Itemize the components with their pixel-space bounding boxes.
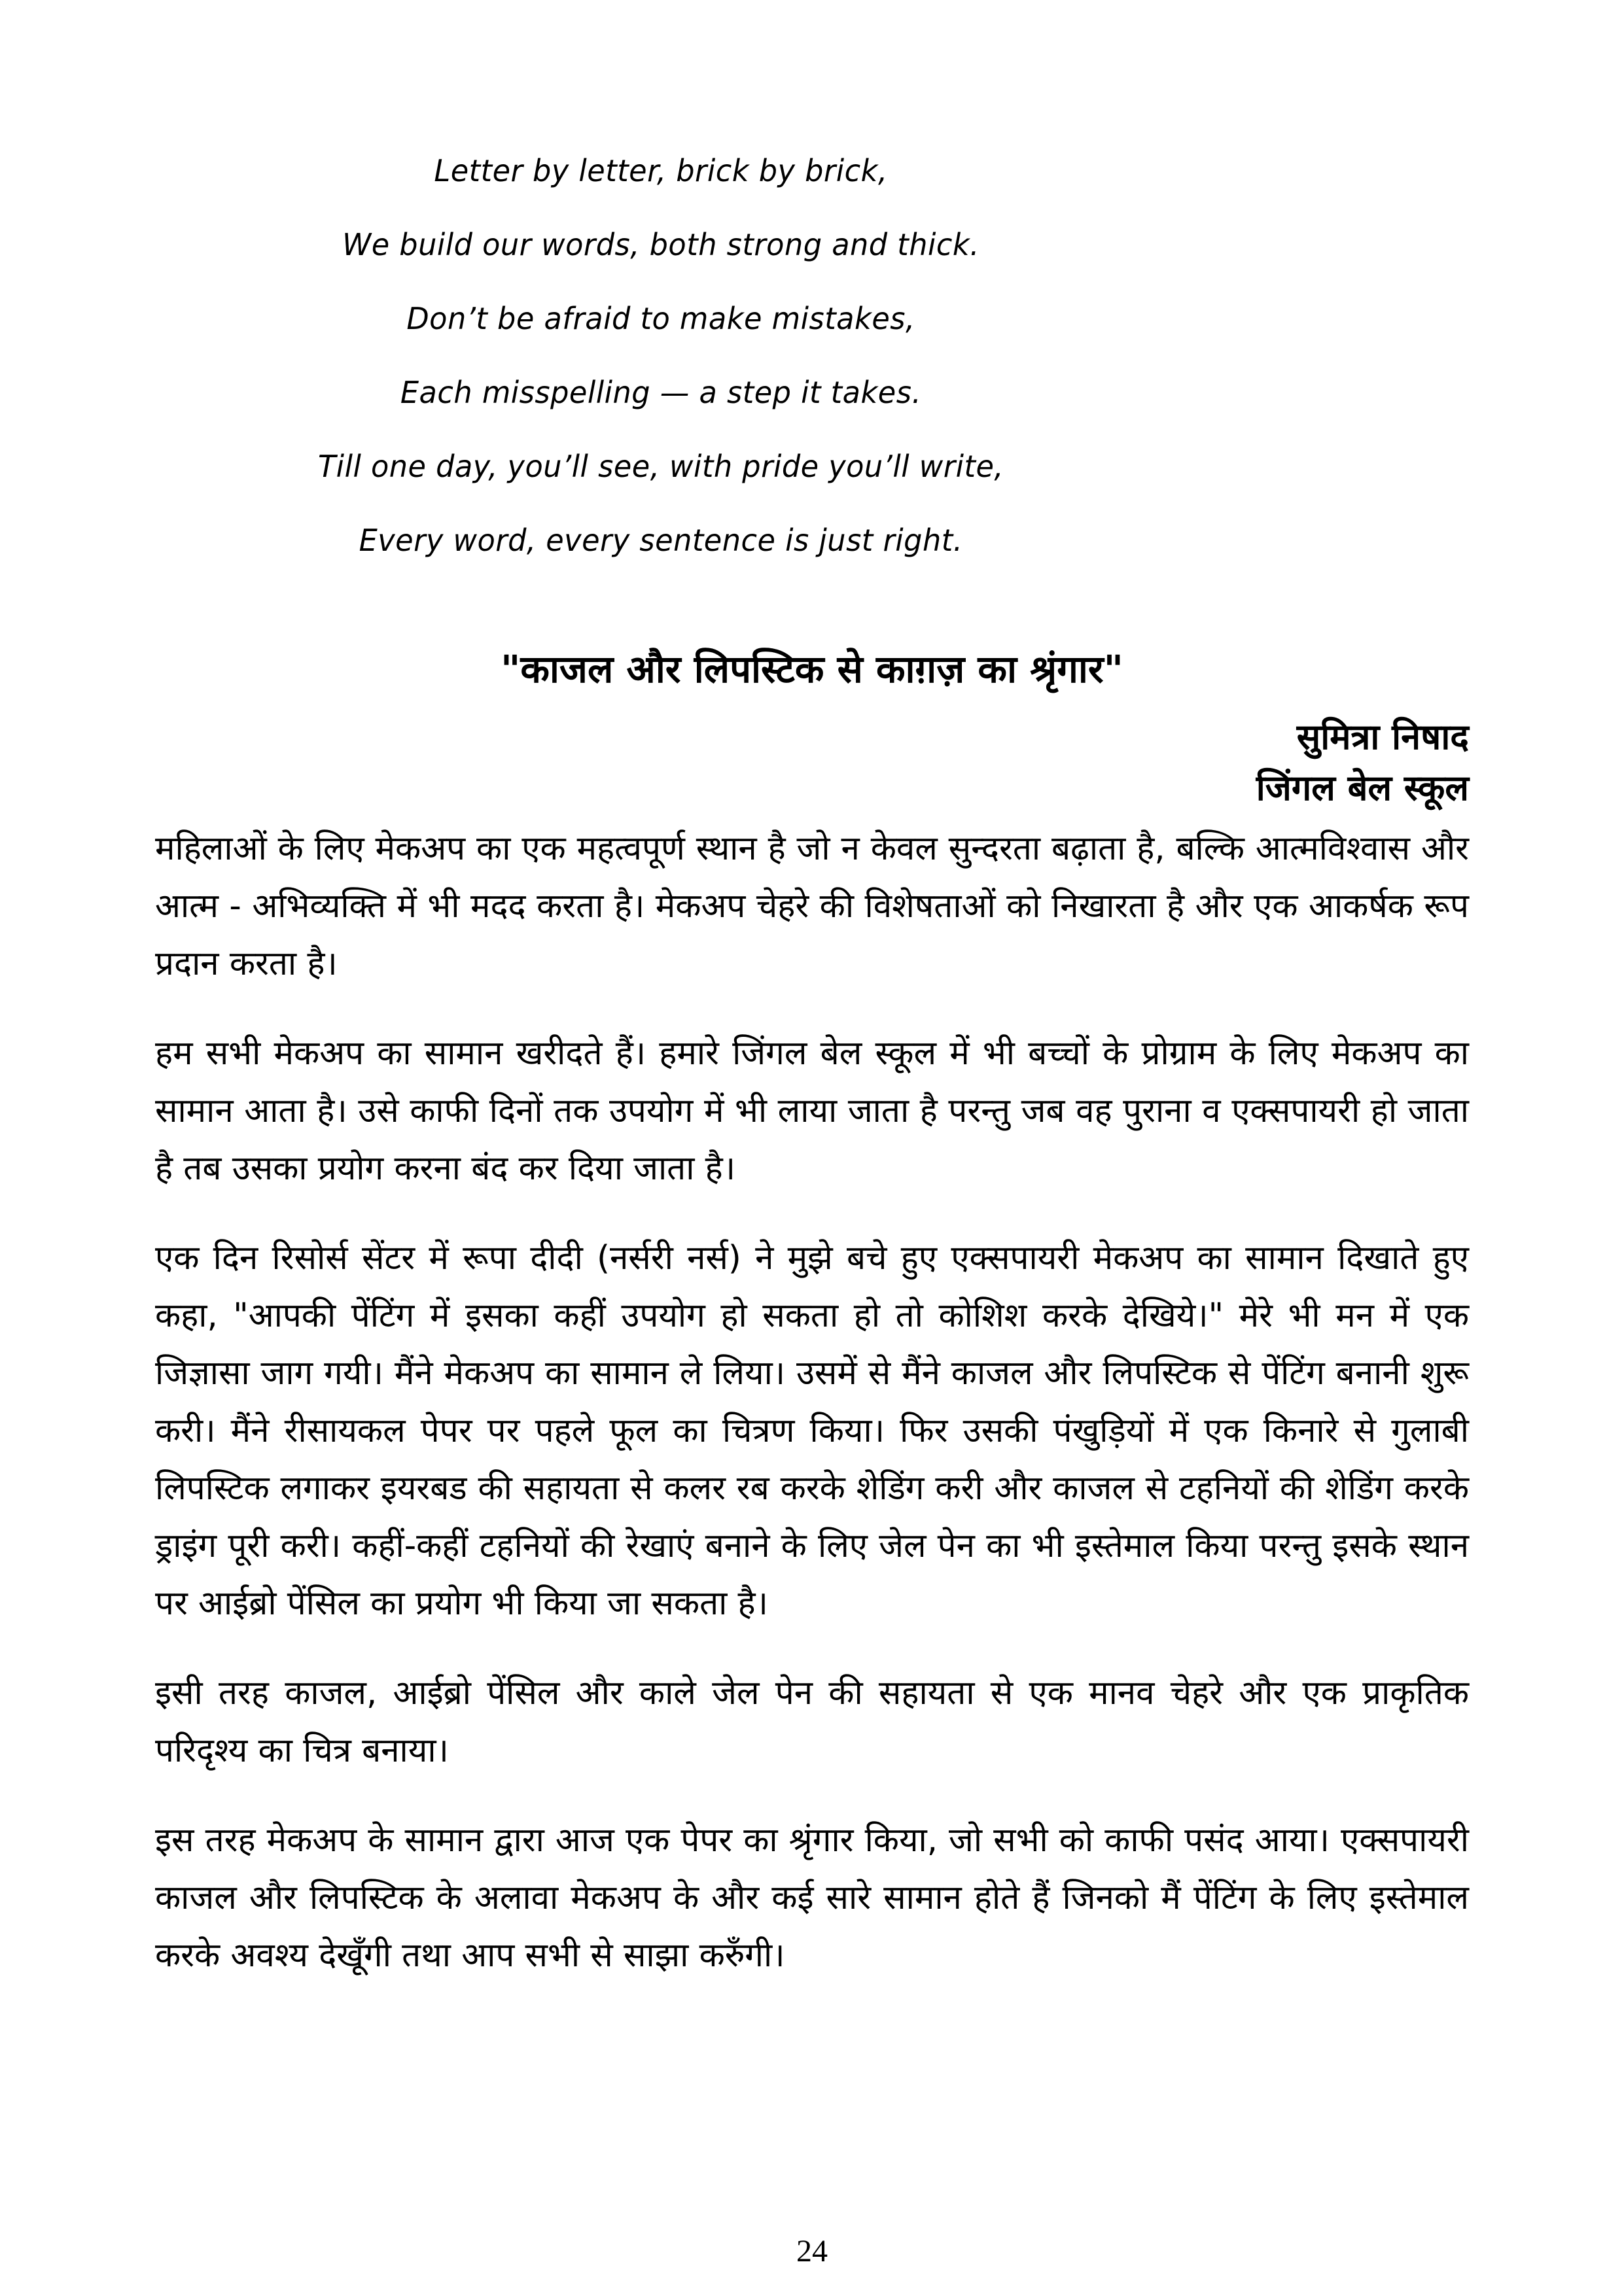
poem-line-6: Every word, every sentence is just right. [359, 523, 963, 558]
article-paragraph-2: हम सभी मेकअप का सामान खरीदते हैं। हमारे जिंगल बेल स्कूल में भी बच्चों के प्रोग्राम के लिए मेकअप का सामान आता है। उसे काफी दिनों तक उपयोग में भी लाया जाता है परन्तु जब वह पुराना व एक्सपायरी हो जाता है तब उसका प्रयोग करना बंद कर दिया जाता है। [155, 1034, 1469, 1188]
school-name: जिंगल बेल स्कूल [1256, 767, 1469, 809]
article-paragraph-3: एक दिन रिसोर्स सेंटर में रूपा दीदी (नर्सरी नर्स) ने मुझे बचे हुए एक्सपायरी मेकअप का सामान दिखाते हुए कहा, "आपकी पेंटिंग में इसका कहीं उपयोग हो सकता हो तो कोशिश करके देखिये।" मेरे भी मन में एक जिज्ञासा जाग गयी। मैंने मेकअप का सामान ले लिया। उसमें से मैंने काजल और लिपस्टिक से पेंटिंग बनानी शुरू करी। मैंने रीसायकल पेपर पर पहले फूल का चित्रण किया। फिर उसकी पंखुड़ियों में एक किनारे से गुलाबी लिपस्टिक लगाकर इयरबड की सहायता से कलर रब करके शेडिंग करी और काजल से टहनियों की शेडिंग करके ड्राइंग पूरी करी। कहीं-कहीं टहनियों की रेखाएं बनाने के लिए जेल पेन का भी इस्तेमाल किया परन्तु इसके स्थान पर आईब्रो पेंसिल का प्रयोग भी किया जा सकता है। [155, 1239, 1469, 1623]
byline-block [155, 712, 1469, 814]
article-paragraph-5: इस तरह मेकअप के सामान द्वारा आज एक पेपर का श्रृंगार किया, जो सभी को काफी पसंद आया। एक्सपायरी काजल और लिपस्टिक के अलावा मेकअप के और कई सारे सामान होते हैं जिनको मैं पेंटिंग के लिए इस्तेमाल करके अवश्य देखूँगी तथा आप सभी से साझा करुँगी। [155, 1821, 1469, 1975]
poem-line-2: We build our words, both strong and thick. [342, 227, 980, 262]
poem-line-3: Don’t be afraid to make mistakes, [406, 301, 915, 336]
article-paragraph-4: इसी तरह काजल, आईब्रो पेंसिल और काले जेल पेन की सहायता से एक मानव चेहरे और एक प्राकृतिक परिदृश्य का चित्र बनाया। [155, 1674, 1469, 1770]
poem-line-5: Till one day, you’ll see, with pride you’ll write, [317, 449, 1004, 484]
poem-line-1: Letter by letter, brick by brick, [434, 153, 888, 188]
article-paragraph-1: महिलाओं के लिए मेकअप का एक महत्वपूर्ण स्थान है जो न केवल सुन्दरता बढ़ाता है, बल्कि आत्मविश्वास और आत्म - अभिव्यक्ति में भी मदद करता है। मेकअप चेहरे की विशेषताओं को निखारता है और एक आकर्षक रूप प्रदान करता है। [155, 829, 1469, 983]
poem-block [155, 134, 1167, 578]
author-name: सुमित्रा निषाद [1296, 716, 1469, 757]
page-number: 24 [796, 2234, 828, 2269]
article-title: "काजल और लिपस्टिक से काग़ज़ का श्रृंगार" [501, 647, 1123, 691]
poem-line-4: Each misspelling — a step it takes. [400, 375, 922, 410]
